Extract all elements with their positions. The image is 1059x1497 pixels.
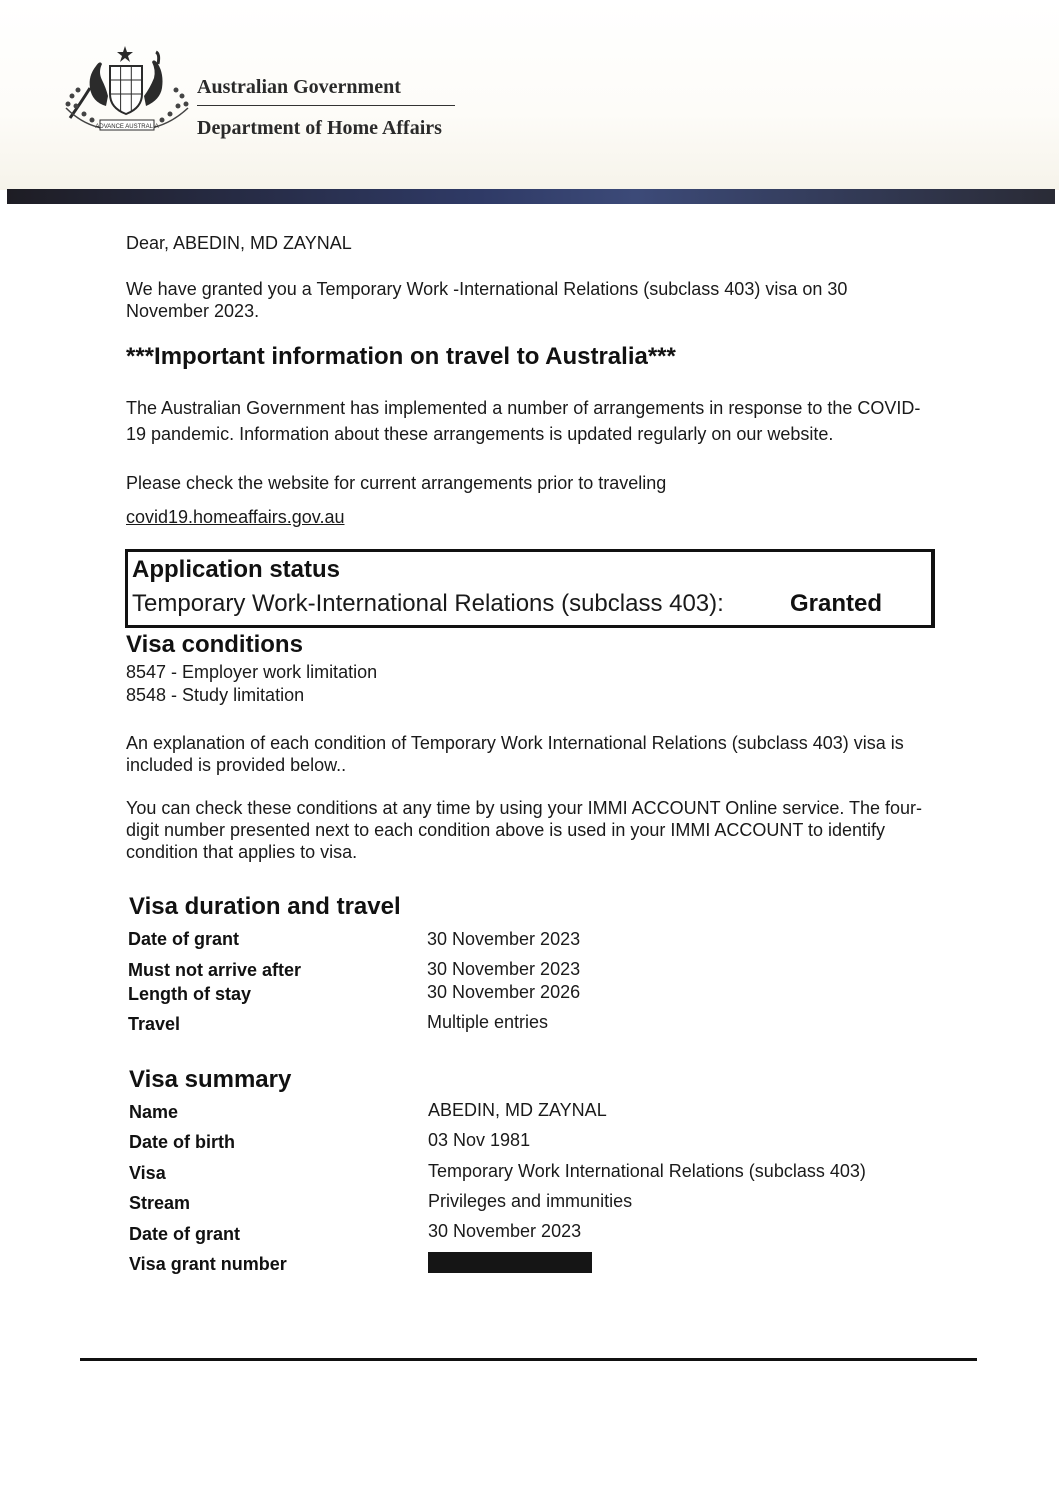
duration-value-must-not-arrive-after: 30 November 2023 [427,959,581,979]
header-band [7,189,1055,204]
visa-conditions-heading: Visa conditions [126,631,303,658]
duration-value-length-of-stay: 30 November 2026 [427,982,581,1002]
application-status-value: Granted [790,590,883,617]
summary-label-visa: Visa [129,1163,166,1183]
duration-label-length-of-stay: Length of stay [128,984,252,1004]
summary-label-date-of-grant: Date of grant [129,1224,241,1244]
salutation: Dear, ABEDIN, MD ZAYNAL [126,233,352,253]
summary-value-visa: Temporary Work International Relations (subclass 403) [428,1161,866,1181]
visa-condition-item: 8548 - Study limitation [126,685,305,705]
redacted-visa-grant-number [428,1252,592,1273]
duration-label-date-of-grant: Date of grant [128,929,240,949]
duration-label-travel: Travel [128,1014,181,1034]
summary-value-stream: Privileges and immunities [428,1191,633,1211]
duration-value-date-of-grant: 30 November 2023 [427,929,581,949]
application-status-heading: Application status [132,556,341,583]
application-status-visa: Temporary Work-International Relations (subclass 403): [132,590,724,617]
grant-paragraph: We have granted you a Temporary Work -International Relations (subclass 403) visa on 30 November 2023. [126,279,848,321]
covid-website-link[interactable]: covid19.homeaffairs.gov.au [126,507,345,527]
important-heading: ***Important information on travel to Australia*** [126,343,676,370]
summary-label-date-of-birth: Date of birth [129,1132,235,1152]
conditions-explanation: An explanation of each condition of Temporary Work International Relations (subclass 403) visa is included is provided below.. [126,733,904,775]
visa-duration-heading: Visa duration and travel [129,893,401,920]
header-divider [197,105,455,106]
summary-value-name: ABEDIN, MD ZAYNAL [428,1100,607,1120]
footer-divider [80,1358,977,1361]
coat-of-arms-icon [62,44,192,140]
summary-label-name: Name [129,1102,179,1122]
check-website-line: Please check the website for current arrangements prior to traveling [126,473,667,493]
summary-value-date-of-grant: 30 November 2023 [428,1221,582,1241]
duration-value-travel: Multiple entries [427,1012,549,1032]
summary-value-date-of-birth: 03 Nov 1981 [428,1130,531,1150]
svg-text:ADVANCE AUSTRALIA: ADVANCE AUSTRALIA [95,124,159,130]
government-name: Australian Government [197,76,401,98]
visa-condition-item: 8547 - Employer work limitation [126,662,378,682]
duration-label-must-not-arrive-after: Must not arrive after [128,960,302,980]
visa-summary-heading: Visa summary [129,1066,292,1093]
covid-paragraph: The Australian Government has implemented a number of arrangements in response to the COVID-19 pandemic. Information about these arrangements is updated regularly on our website. [126,398,921,444]
department-name: Department of Home Affairs [197,117,442,139]
summary-label-stream: Stream [129,1193,191,1213]
conditions-check-paragraph: You can check these conditions at any time by using your IMMI ACCOUNT Online service. The four-digit number presented next to each condition above is used in your IMMI ACCOUNT to identify condition that applies to visa. [126,798,923,862]
summary-label-visa-grant-number: Visa grant number [129,1254,287,1274]
